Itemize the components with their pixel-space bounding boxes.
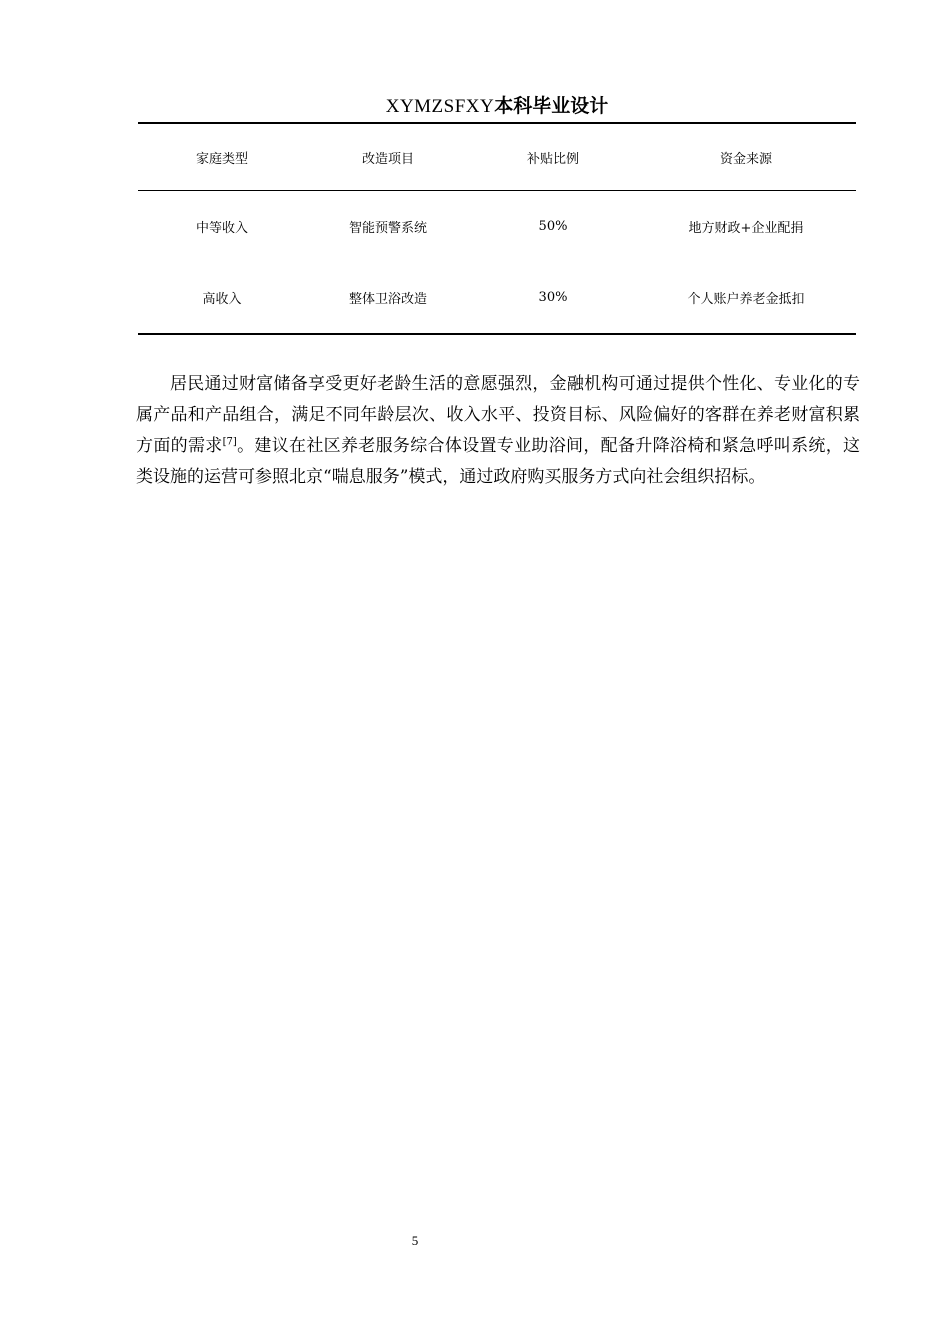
table-header-row: [138, 124, 856, 190]
table-cell: 50%: [538, 218, 568, 234]
header-code: XYMZSFXY: [385, 96, 495, 117]
table-row: [138, 191, 856, 261]
table-cell: 中等收入: [195, 220, 248, 236]
page-number: 5: [411, 1233, 419, 1248]
body-paragraph: [136, 369, 860, 493]
table-cell: 地方财政+企业配捐: [688, 220, 804, 236]
paragraph-text-part2: 。建议在社区养老服务综合体设置专业助浴间，配备升降浴椅和紧急呼叫系统，这类设施的运营可参照北京“喘息服务”模式，通过政府购买服务方式向社会组织招标。: [136, 436, 861, 487]
table-cell: 个人账户养老金抵扣: [687, 291, 805, 307]
table-cell: 30%: [538, 289, 568, 305]
table-cell: 整体卫浴改造: [348, 291, 427, 307]
column-header: 改造项目: [361, 151, 414, 167]
page-header: [138, 92, 856, 121]
paragraph-text-part1: 居民通过财富储备享受更好老龄生活的意愿强烈，金融机构可通过提供个性化、专业化的专属产品和产品组合，满足不同年龄层次、收入水平、投资目标、风险偏好的客群在养老财富积累方面的需求: [136, 374, 860, 456]
column-header: 补贴比例: [526, 151, 579, 167]
table-cell: 智能预警系统: [348, 220, 427, 236]
paragraph: [136, 369, 860, 493]
header-title: 本科毕业设计: [494, 95, 609, 117]
table-cell: 高收入: [202, 291, 242, 307]
table-row: [138, 261, 856, 333]
citation-reference[interactable]: [7]: [222, 436, 237, 448]
column-header: 资金来源: [719, 151, 772, 167]
subsidy-table: [138, 124, 856, 335]
column-header: 家庭类型: [195, 151, 248, 167]
table-bottom-rule: [138, 333, 856, 335]
